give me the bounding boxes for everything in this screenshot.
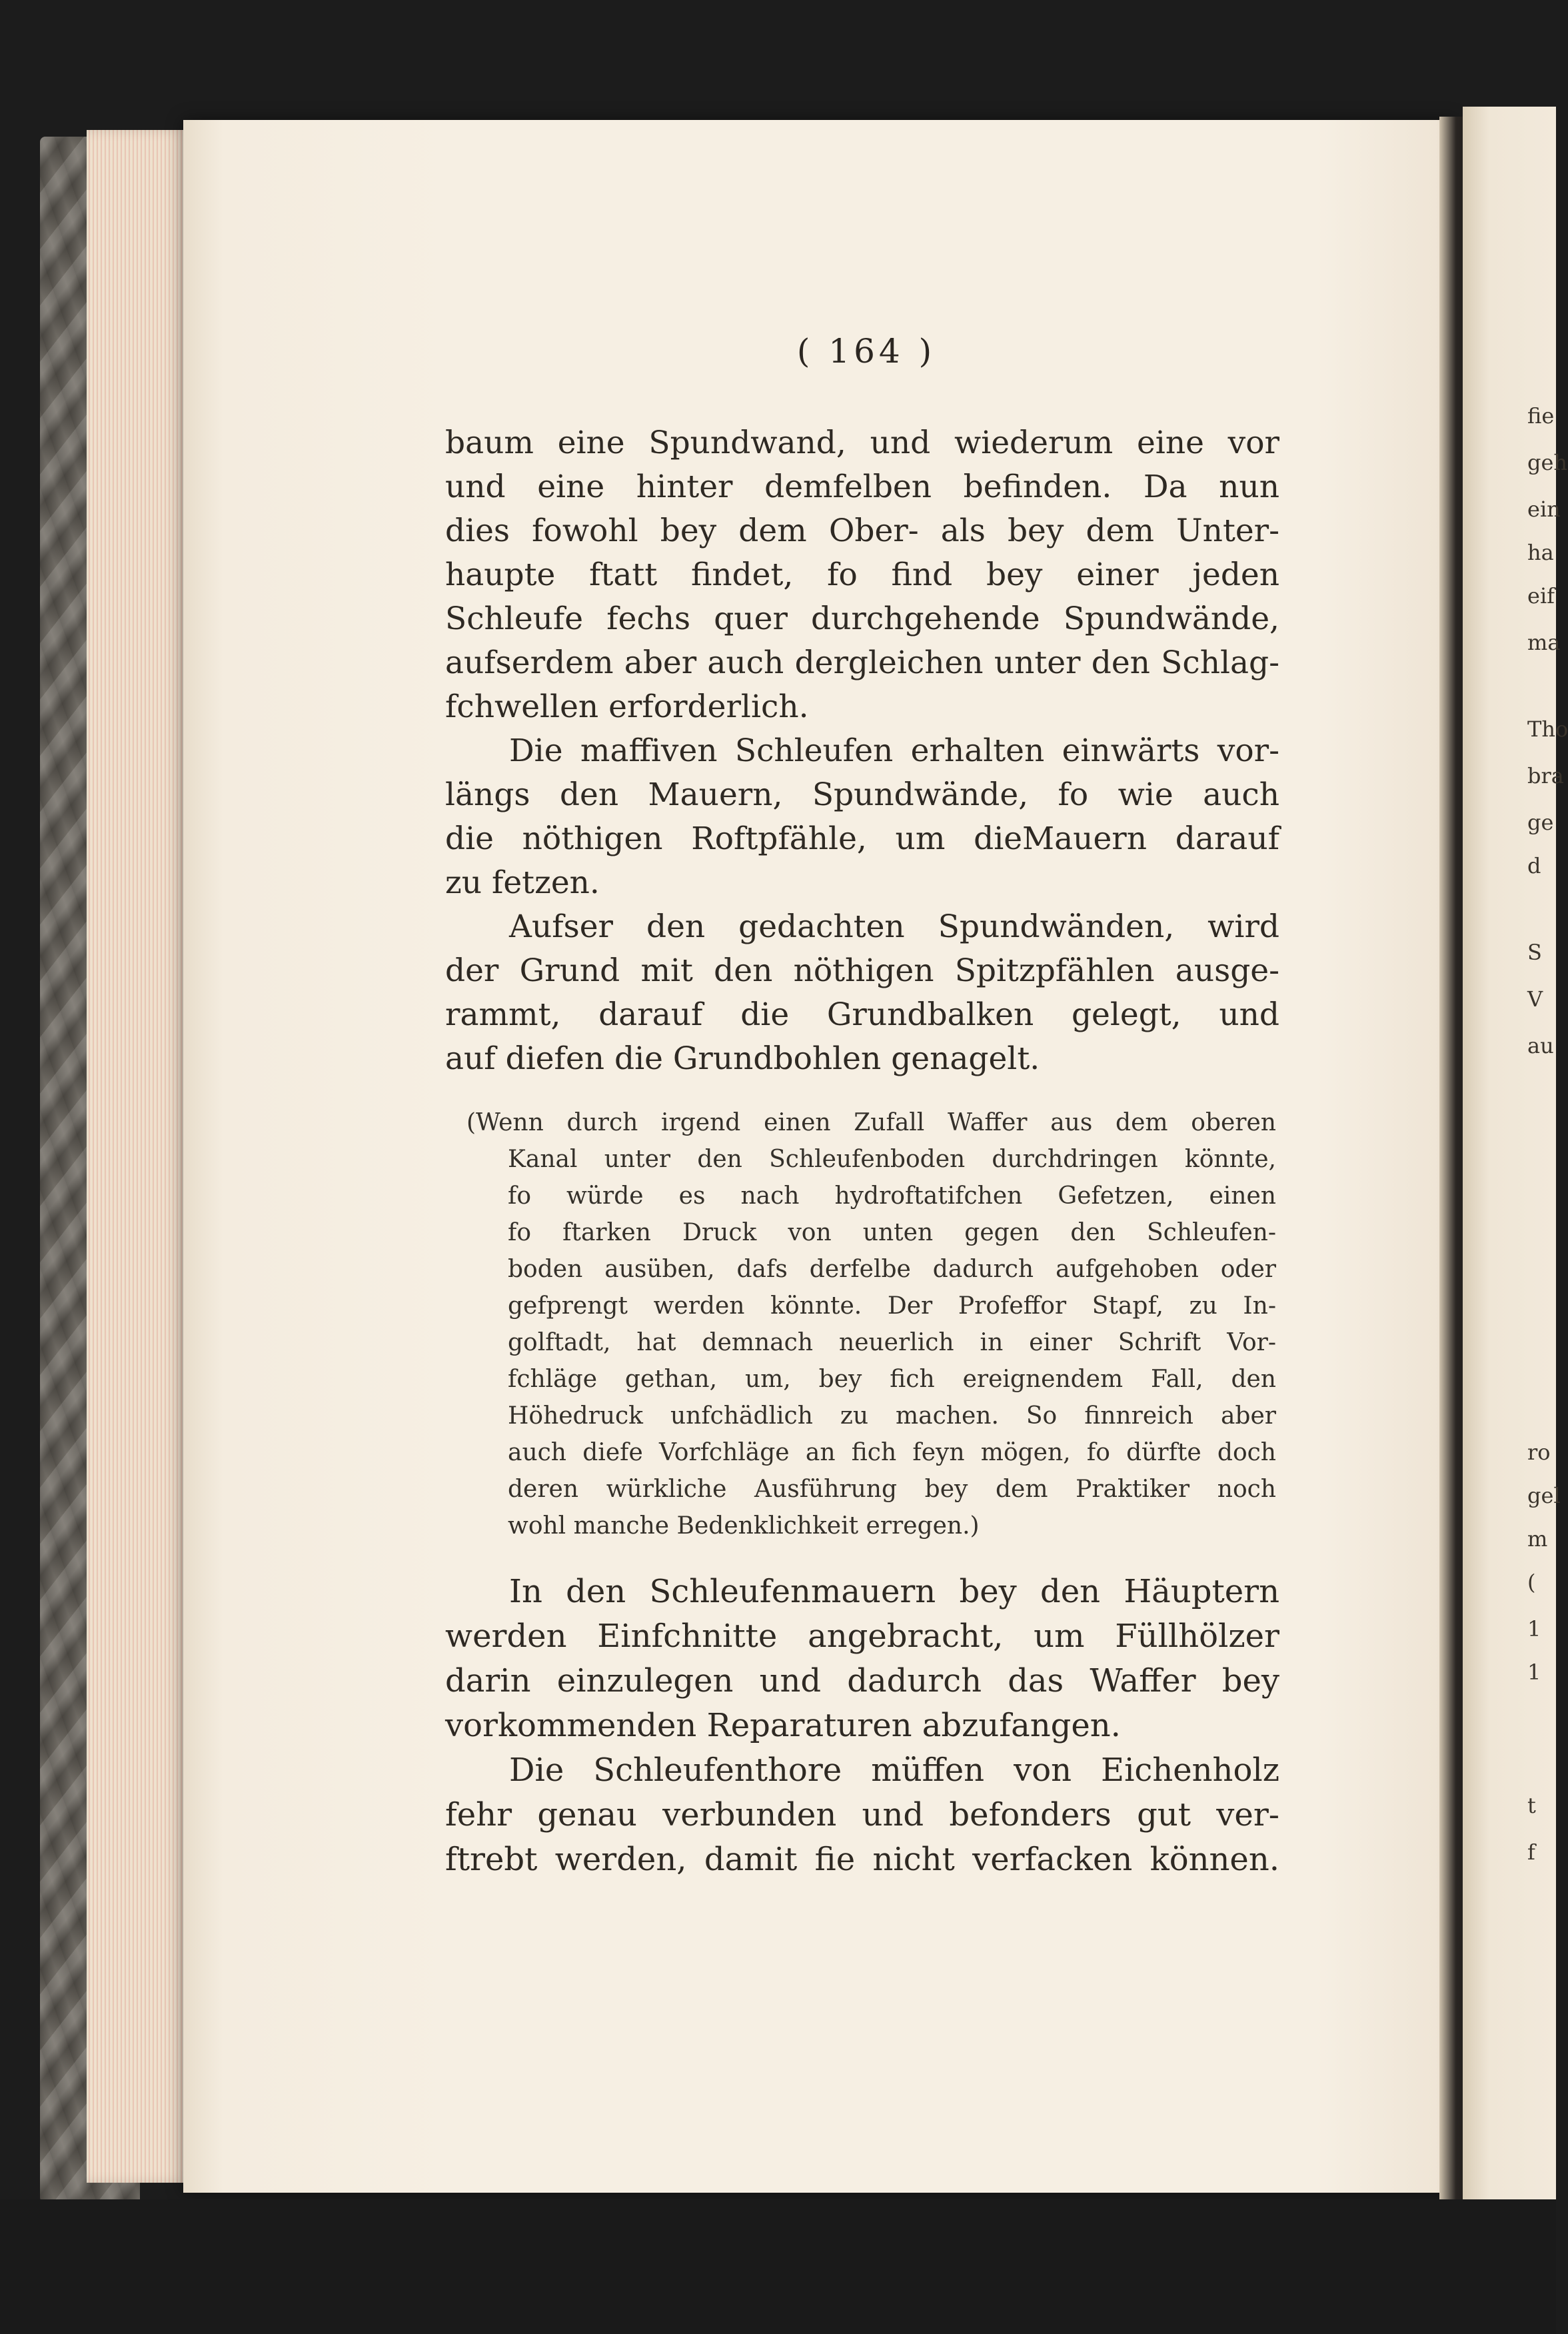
page-edges xyxy=(87,130,193,2183)
text-line: Schleufe fechs quer durchgehende Spundwände, xyxy=(445,600,1279,637)
fragment: m xyxy=(1527,1526,1548,1552)
note-line: golftadt, hat demnach neuerlich in einer Schrift Vor- xyxy=(508,1329,1276,1356)
note-line: auch diefe Vorfchläge an fich feyn mögen, fo dürfte doch xyxy=(508,1439,1276,1466)
page-number: ( 164 ) xyxy=(796,332,936,371)
fragment: ma xyxy=(1527,630,1561,655)
text-line: aufserdem aber auch dergleichen unter den Schlag- xyxy=(445,644,1279,681)
text-line: dies fowohl bey dem Ober- als bey dem Unter- xyxy=(445,513,1279,549)
fragment: S xyxy=(1527,940,1542,965)
fragment: ( xyxy=(1527,1570,1536,1595)
text-line: Die maffiven Schleufen erhalten einwärts vor- xyxy=(509,732,1279,769)
text-line: vorkommenden Reparaturen abzufangen. xyxy=(445,1707,1121,1744)
note-line: boden ausüben, dafs derfelbe dadurch aufgehoben oder xyxy=(508,1256,1276,1283)
note-line: (Wenn durch irgend einen Zufall Waffer aus dem oberen xyxy=(466,1109,1276,1136)
fragment: t xyxy=(1527,1793,1536,1818)
fragment: bra xyxy=(1527,763,1564,788)
fragment: geh xyxy=(1527,450,1568,475)
fragment: fie xyxy=(1527,403,1555,429)
facing-page-text xyxy=(1521,0,1568,2334)
note-line: fo ftarken Druck von unten gegen den Schleufen- xyxy=(508,1219,1276,1246)
text-line: fehr genau verbunden und befonders gut ver- xyxy=(445,1796,1279,1833)
fragment: ha xyxy=(1527,540,1554,565)
text-line: In den Schleufenmauern bey den Häuptern xyxy=(509,1573,1279,1610)
text-line: längs den Mauern, Spundwände, fo wie auch xyxy=(445,776,1279,813)
text-line: Aufser den gedachten Spundwänden, wird xyxy=(509,908,1279,945)
text-line: darin einzulegen und dadurch das Waffer bey xyxy=(445,1662,1279,1700)
fragment: eif xyxy=(1527,583,1555,608)
text-line: baum eine Spundwand, und wiederum eine vor xyxy=(445,425,1279,461)
fragment: d xyxy=(1527,853,1541,878)
text-line: werden Einfchnitte angebracht, um Füllhölzer xyxy=(445,1618,1279,1655)
note-line: Kanal unter den Schleufenboden durchdringen könnte, xyxy=(508,1146,1276,1173)
text-line: rammt, darauf die Grundbalken gelegt, und xyxy=(445,996,1279,1033)
fragment: 1 xyxy=(1527,1616,1541,1642)
body-text-bottom xyxy=(445,1570,1279,1882)
text-line: zu fetzen. xyxy=(445,864,600,901)
text-line: fchwellen erforderlich. xyxy=(445,688,809,725)
text-line: haupte ftatt findet, fo find bey einer jeden xyxy=(445,557,1279,593)
text-line: ftrebt werden, damit fie nicht verfacken können. xyxy=(445,1841,1279,1878)
background-bottom xyxy=(0,2199,1556,2334)
note-line: wohl manche Bedenklichkeit erregen.) xyxy=(508,1512,980,1540)
fragment: ro xyxy=(1527,1440,1551,1465)
fragment: ein xyxy=(1527,497,1561,522)
body-text-top xyxy=(445,421,1279,1081)
text-line: Die Schleufenthore müffen von Eichenholz xyxy=(509,1751,1279,1789)
note-line: fo würde es nach hydroftatifchen Gefetzen, einen xyxy=(508,1182,1276,1210)
fragment: ge xyxy=(1527,810,1554,835)
text-line: und eine hinter demfelben befinden. Da nun xyxy=(445,469,1279,505)
footnote-block xyxy=(466,1104,1276,1544)
fragment: f xyxy=(1527,1839,1535,1865)
note-line: Höhedruck unfchädlich zu machen. So finnreich aber xyxy=(508,1402,1276,1430)
note-line: fchläge gethan, um, bey fich ereignendem Fall, den xyxy=(508,1366,1276,1393)
fragment: V xyxy=(1527,986,1543,1012)
fragment: gel xyxy=(1527,1483,1561,1508)
note-line: gefprengt werden könnte. Der Profeffor Stapf, zu In- xyxy=(508,1292,1276,1320)
text-line: auf diefen die Grundbohlen genagelt. xyxy=(445,1040,1040,1077)
note-line: deren würkliche Ausführung bey dem Praktiker noch xyxy=(508,1476,1276,1503)
text-line: die nöthigen Roftpfähle, um dieMauern darauf xyxy=(445,820,1279,857)
fragment: au xyxy=(1527,1033,1554,1058)
fragment: 1 xyxy=(1527,1660,1541,1685)
text-line: der Grund mit den nöthigen Spitzpfählen ausge- xyxy=(445,952,1279,989)
fragment: Tho xyxy=(1527,716,1568,742)
